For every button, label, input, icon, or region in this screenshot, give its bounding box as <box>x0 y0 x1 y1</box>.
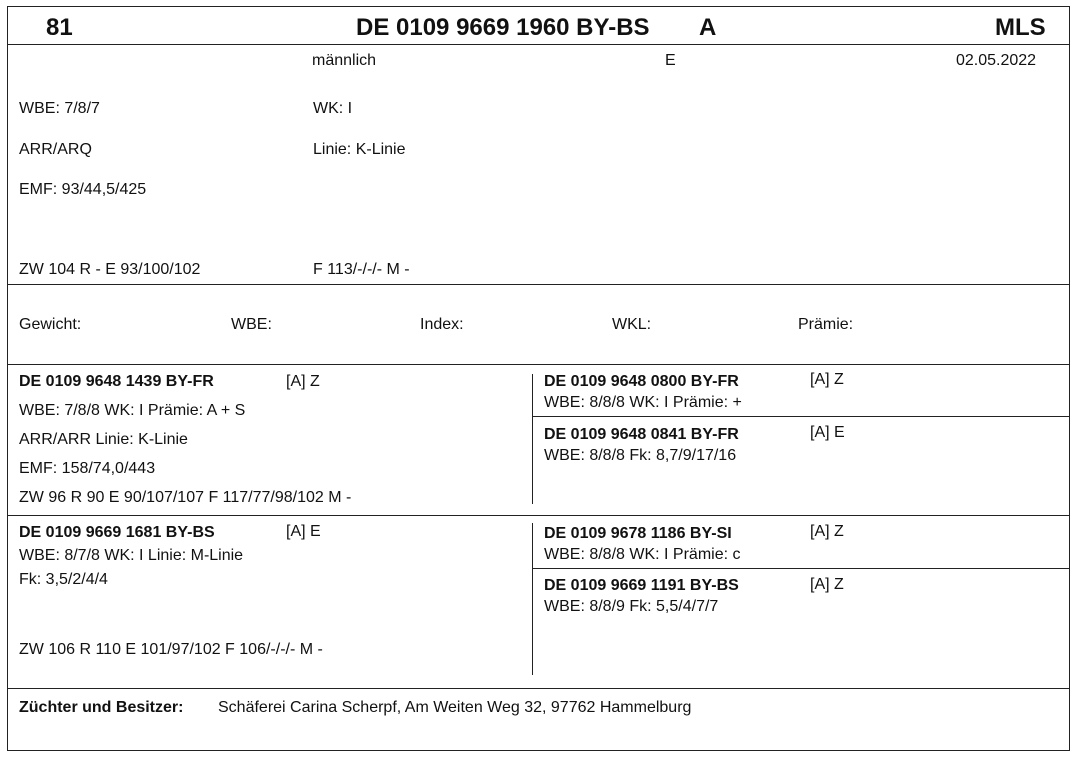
sire-line-3: EMF: 158/74,0/443 <box>19 460 156 477</box>
sire-mother-id: DE 0109 9648 0841 BY-FR <box>544 426 739 443</box>
dam-mother-id: DE 0109 9669 1191 BY-BS <box>544 577 739 594</box>
dam-column-divider <box>532 523 533 675</box>
breeder-value: Schäferei Carina Scherpf, Am Weiten Weg 32, 97762 Hammelburg <box>218 699 692 716</box>
sire-id: DE 0109 9648 1439 BY-FR <box>19 373 214 390</box>
dam-tag: [A] E <box>286 523 321 540</box>
evaluation-divider <box>7 364 1070 365</box>
animal-id: DE 0109 9669 1960 BY-BS <box>356 14 650 41</box>
animal-wbe: WBE: 7/8/7 <box>19 100 100 117</box>
sire-dam-divider <box>7 515 1070 516</box>
evaluation-wkl: WKL: <box>612 316 652 333</box>
sire-father-line-1: WBE: 8/8/8 WK: I Prämie: + <box>544 394 742 411</box>
dam-line-2: Fk: 3,5/2/4/4 <box>19 571 108 588</box>
dam-grandparent-divider <box>532 568 1070 569</box>
animal-sex: männlich <box>312 52 377 69</box>
dam-father-id: DE 0109 9678 1186 BY-SI <box>544 525 732 542</box>
animal-date: 02.05.2022 <box>956 52 1037 69</box>
dam-mother-line-1: WBE: 8/8/9 Fk: 5,5/4/7/7 <box>544 598 719 615</box>
sire-father-tag: [A] Z <box>810 371 844 388</box>
animal-marker: A <box>699 14 717 41</box>
sire-mother-tag: [A] E <box>810 424 845 441</box>
animal-genotype: ARR/ARQ <box>19 141 92 158</box>
sire-mother-line-1: WBE: 8/8/8 Fk: 8,7/9/17/16 <box>544 447 737 464</box>
breed-code: MLS <box>995 14 1046 41</box>
dam-father-tag: [A] Z <box>810 523 844 540</box>
animal-emf: EMF: 93/44,5/425 <box>19 181 147 198</box>
evaluation-praemie: Prämie: <box>798 316 854 333</box>
entry-number: 81 <box>46 14 73 41</box>
breeder-label: Züchter und Besitzer: <box>19 699 184 716</box>
sire-column-divider <box>532 374 533 504</box>
animal-f: F 113/-/-/- M - <box>313 261 410 278</box>
evaluation-wbe: WBE: <box>231 316 272 333</box>
sire-line-2: ARR/ARR Linie: K-Linie <box>19 431 188 448</box>
animal-grade: E <box>665 52 676 69</box>
sire-line-1: WBE: 7/8/8 WK: I Prämie: A + S <box>19 402 246 419</box>
animal-divider <box>7 284 1070 285</box>
dam-mother-tag: [A] Z <box>810 576 844 593</box>
dam-father-line-1: WBE: 8/8/8 WK: I Prämie: c <box>544 546 741 563</box>
animal-wk: WK: I <box>313 100 353 117</box>
animal-zw: ZW 104 R - E 93/100/102 <box>19 261 201 278</box>
animal-linie: Linie: K-Linie <box>313 141 406 158</box>
sire-father-id: DE 0109 9648 0800 BY-FR <box>544 373 739 390</box>
sire-grandparent-divider <box>532 416 1070 417</box>
sire-tag: [A] Z <box>286 373 320 390</box>
evaluation-gewicht: Gewicht: <box>19 316 82 333</box>
dam-id: DE 0109 9669 1681 BY-BS <box>19 524 215 541</box>
sire-line-4: ZW 96 R 90 E 90/107/107 F 117/77/98/102 M - <box>19 489 352 506</box>
dam-line-4: ZW 106 R 110 E 101/97/102 F 106/-/-/- M - <box>19 641 323 658</box>
evaluation-index: Index: <box>420 316 464 333</box>
pedigree-divider <box>7 688 1070 689</box>
header-divider <box>7 44 1070 45</box>
dam-line-1: WBE: 8/7/8 WK: I Linie: M-Linie <box>19 547 244 564</box>
